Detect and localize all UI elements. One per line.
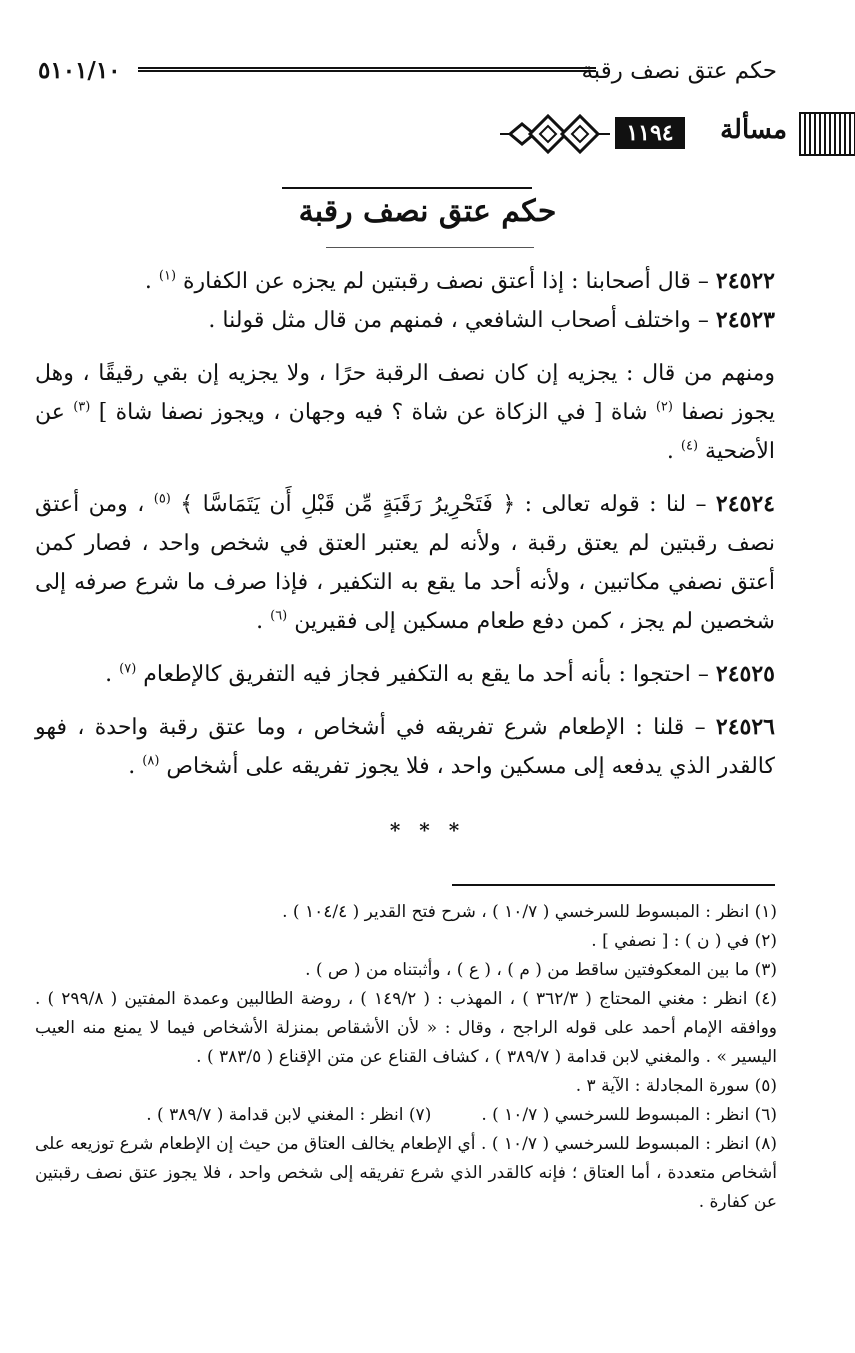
paragraph-text: – قلنا : الإطعام شرع تفريقه في أشخاص ، وما عتق رقبة واحدة ، فهو كالقدر الذي يدفعه إلى مسكين واحد ، فلا يجوز تفريقه على أشخاص	[35, 715, 775, 779]
banner-knot-ornament	[500, 112, 610, 156]
paragraph-text: – قال أصحابنا : إذا أعتق نصف رقبتين لم يجزه عن الكفارة	[176, 269, 716, 294]
footnote-6: (٦) انظر : المبسوط للسرخسي ( ١٠/٧ ) .	[481, 1105, 777, 1125]
paragraph-24523	[35, 301, 775, 340]
chapter-title: حكم عتق نصف رقبة	[298, 194, 557, 229]
footnote-4: (٤) انظر : مغني المحتاج ( ٣٦٢/٣ ) ، المهذب : ( ١٤٩/٢ ) ، روضة الطالبين وعمدة المفتين ( ٢٩٩/٨ ) . ووافقه الإمام أحمد على قوله الراجح ، وقال : « لأن الأشقاص بمنزلة الأشخاص فيما لا يمنع منه العيب اليسير » . والمغني لابن قدامة ( ٣٨٩/٧ ) ، كشاف القناع عن متن الإقناع ( ٣٨٣/٥ ) .	[35, 989, 777, 1067]
paragraph-text: – احتجوا : بأنه أحد ما يقع به التكفير فجاز فيه التفريق كالإطعام	[136, 662, 716, 687]
footnote-ref: (٣)	[73, 399, 91, 415]
footnotes	[35, 898, 777, 1217]
paragraph-number: ٢٤٥٢٤	[715, 491, 775, 517]
footnote-6-7	[35, 1101, 777, 1130]
paragraph-24524	[35, 485, 775, 641]
paragraph-number: ٢٤٥٢٣	[715, 307, 775, 333]
paragraph-continuation	[35, 354, 775, 471]
footnote-rule	[452, 884, 775, 886]
masala-banner	[500, 112, 855, 156]
paragraph-number: ٢٤٥٢٦	[715, 714, 775, 740]
footnote-8: (٨) انظر : المبسوط للسرخسي ( ١٠/٧ ) . أي الإطعام يخالف العتاق من حيث إن الإطعام شرع توزيعه على أشخاص متعددة ، أما العتاق ؛ فإنه كالقدر الذي شرع تفريقه إلى شخص واحد ، فلا يجوز عتق نصف رقبتين عن كفارة .	[35, 1134, 778, 1212]
footnote-2: (٢) في ( ن ) : [ نصفي ] .	[591, 931, 777, 951]
footnote-5: (٥) سورة المجادلة : الآية ٣ .	[575, 1076, 777, 1096]
paragraph-text: ، ومن أعتق نصف رقبتين لم يعتق رقبة ، ولأنه لم يعتبر العتق في شخص واحد ، فصار كمن أعتق نصفي مكاتبين ، ولأنه أحد ما يقع به التكفير ، فإذا صرف ما شرع صرفه إلى شخصين لم يجز ، كمن دفع طعام مسكين إلى فقيرين	[35, 492, 775, 634]
paragraph-number: ٢٤٥٢٢	[715, 268, 775, 294]
footnote-ref: (٦)	[270, 608, 288, 624]
page-reference: ٥١٠١/١٠	[38, 57, 121, 84]
footnote-ref: (١)	[158, 268, 177, 284]
paragraph-end: .	[128, 754, 143, 779]
masala-number: ١١٩٤	[615, 117, 685, 149]
footnote-ref: (٧)	[119, 661, 137, 677]
paragraph-text: – لنا : قوله تعالى : ﴿ فَتَحْرِيرُ رَقَبَةٍ مِّن قَبْلِ أَن يَتَمَاسَّا ﴾	[170, 492, 716, 517]
paragraph-end: .	[144, 269, 159, 294]
paragraph-24526	[35, 708, 775, 786]
title-underline	[326, 247, 534, 248]
body-text	[35, 262, 775, 786]
running-header-title: حكم عتق نصف رقبة	[581, 58, 777, 84]
paragraph-text: عن الأضحية	[35, 400, 775, 464]
footnote-ref: (٨)	[142, 753, 160, 769]
header-rule	[138, 67, 596, 72]
footnote-3: (٣) ما بين المعكوفتين ساقط من ( م ) ، ( ع ) ، وأثبتناه من ( ص ) .	[305, 960, 777, 980]
paragraph-24525	[35, 655, 775, 694]
footnote-7: (٧) انظر : المغني لابن قدامة ( ٣٨٩/٧ ) .	[146, 1105, 432, 1125]
section-separator: * * *	[389, 818, 466, 842]
paragraph-end: .	[256, 609, 271, 634]
paragraph-text: – واختلف أصحاب الشافعي ، فمنهم من قال مثل قولنا .	[208, 308, 716, 333]
banner-bars-ornament	[799, 112, 855, 156]
footnote-ref: (٤)	[680, 438, 699, 454]
footnote-1: (١) انظر : المبسوط للسرخسي ( ١٠/٧ ) ، شرح فتح القدير ( ١٠٤/٤ ) .	[282, 902, 777, 922]
paragraph-end: .	[666, 439, 681, 464]
footnote-ref: (٥)	[153, 491, 171, 507]
paragraph-24522	[35, 262, 775, 301]
paragraph-number: ٢٤٥٢٥	[715, 661, 775, 687]
paragraph-text: ومنهم من قال : يجزيه إن كان نصف الرقبة حرًا ، ولا يجزيه إن بقي رقيقًا ، وهل يجوز نصفا	[35, 361, 775, 425]
title-top-rule	[282, 187, 532, 189]
paragraph-text: شاة [ في الزكاة عن شاة ؟ فيه وجهان ، ويجوز نصفا شاة ]	[90, 400, 656, 425]
masala-label: مسألة	[720, 115, 787, 145]
paragraph-end: .	[105, 662, 120, 687]
footnote-ref: (٢)	[655, 399, 673, 415]
